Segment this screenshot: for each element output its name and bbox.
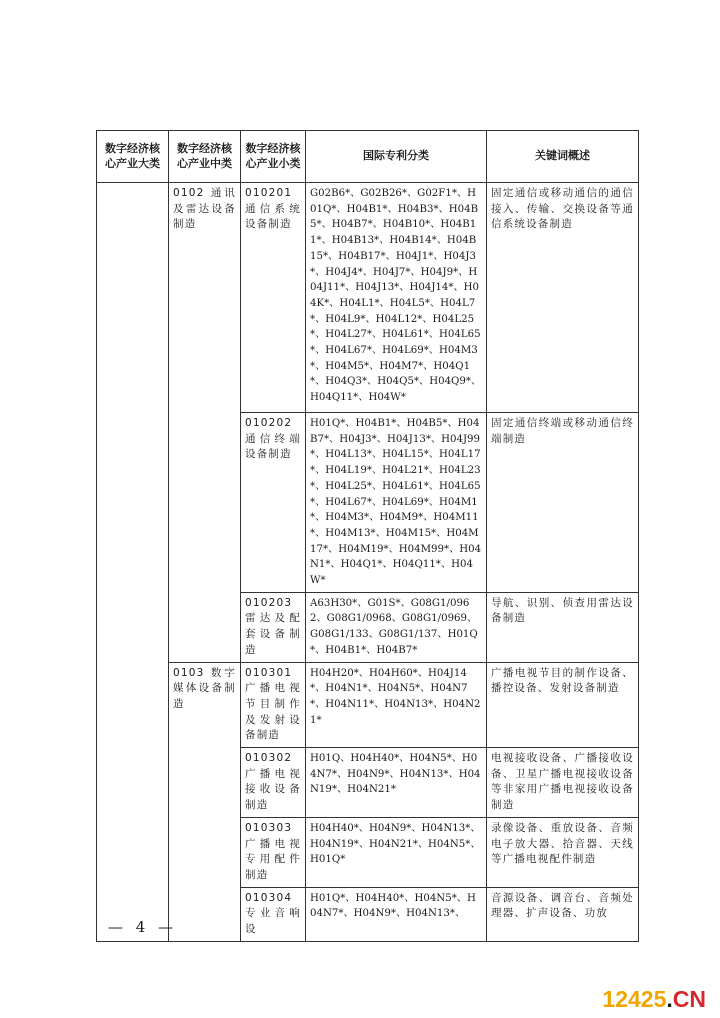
ipc-cell: H01Q*、H04H40*、H04N5*、H04N7*、H04N9*、H04N13*、: [306, 887, 487, 941]
page-number: — 4 —: [108, 918, 178, 936]
small-category-cell: 010302 广播电视接收设备制造: [241, 748, 306, 818]
small-category-cell: 010303 广播电视专用配件制造: [241, 817, 306, 887]
header-middle-category: 数字经济核心产业中类: [169, 131, 241, 183]
small-category-cell: 010304 专业音响设: [241, 887, 306, 941]
keywords-cell: 广播电视节目的制作设备、播控设备、发射设备制造: [487, 662, 639, 748]
header-ipc: 国际专利分类: [306, 131, 487, 183]
header-major-category: 数字经济核心产业大类: [97, 131, 169, 183]
keywords-cell: 电视接收设备、广播接收设备、卫星广播电视接收设备等非家用广播电视接收设备制造: [487, 748, 639, 818]
site-watermark-logo: [602, 986, 706, 1013]
ipc-cell: G02B6*、G02B26*、G02F1*、H01Q*、H04B1*、H04B3*、H04B5*、H04B7*、H04B10*、H04B11*、H04B13*、H04B14*、H04B15*、H04B17*、H04J1*、H04J3*、H04J4*、H04J7*、H04J9*、H04J11*、H04J13*、H04J14*、H04K*、H04L1*、H04L5*、H04L7*、H04L9*、H04L12*、H04L25*、H04L27*、H04L61*、H04L65*、H04L67*、H04L69*、H04M3*、H04M5*、H04M7*、H04Q1*、H04Q3*、H04Q5*、H04Q9*、H04Q11*、H04W*: [306, 183, 487, 413]
watermark-dot: .: [666, 986, 673, 1012]
small-category-cell: 010201 通信系统设备制造: [241, 183, 306, 413]
small-category-cell: 010202 通信终端设备制造: [241, 413, 306, 593]
keywords-cell: 固定通信终端或移动通信终端制造: [487, 413, 639, 593]
table-header-row: [97, 131, 639, 183]
keywords-cell: 录像设备、重放设备、音频电子放大器、拾音器、天线等广播电视配件制造: [487, 817, 639, 887]
watermark-cn: CN: [672, 986, 706, 1012]
keywords-cell: 导航、识别、侦查用雷达设备制造: [487, 592, 639, 662]
ipc-cell: H04H40*、H04N9*、H04N13*、H04N19*、H04N21*、H04N5*、H01Q*: [306, 817, 487, 887]
table-row: [97, 662, 639, 748]
header-small-category: 数字经济核心产业小类: [241, 131, 306, 183]
middle-category-cell: 0102 通讯及雷达设备制造: [169, 183, 241, 663]
header-keywords: 关键词概述: [487, 131, 639, 183]
small-category-cell: 010203 雷达及配套设备制造: [241, 592, 306, 662]
table-row: [97, 183, 639, 413]
keywords-cell: 音源设备、调音台、音频处理器、扩声设备、功放: [487, 887, 639, 941]
watermark-number: 12425: [602, 986, 667, 1012]
middle-category-cell: 0103 数字媒体设备制造: [169, 662, 241, 941]
keywords-cell: 固定通信或移动通信的通信接入、传输、交换设备等通信系统设备制造: [487, 183, 639, 413]
ipc-cell: H01Q、H04H40*、H04N5*、H04N7*、H04N9*、H04N13*、H04N19*、H04N21*: [306, 748, 487, 818]
ipc-cell: A63H30*、G01S*、G08G1/0962、G08G1/0968、G08G1/0969、G08G1/133、G08G1/137、H01Q*、H04B1*、H04B7*: [306, 592, 487, 662]
ipc-cell: H01Q*、H04B1*、H04B5*、H04B7*、H04J3*、H04J13*、H04J99*、H04L13*、H04L15*、H04L17*、H04L19*、H04L21*、H04L23*、H04L25*、H04L61*、H04L65*、H04L67*、H04L69*、H04M1*、H04M3*、H04M9*、H04M11*、H04M13*、H04M15*、H04M17*、H04M19*、H04M99*、H04N1*、H04Q1*、H04Q11*、H04W*: [306, 413, 487, 593]
major-category-cell: [97, 183, 169, 942]
small-category-cell: 010301 广播电视节目制作及发射设备制造: [241, 662, 306, 748]
patent-classification-table: [96, 130, 639, 942]
ipc-cell: H04H20*、H04H60*、H04J14*、H04N1*、H04N5*、H04N7*、H04N11*、H04N13*、H04N21*: [306, 662, 487, 748]
